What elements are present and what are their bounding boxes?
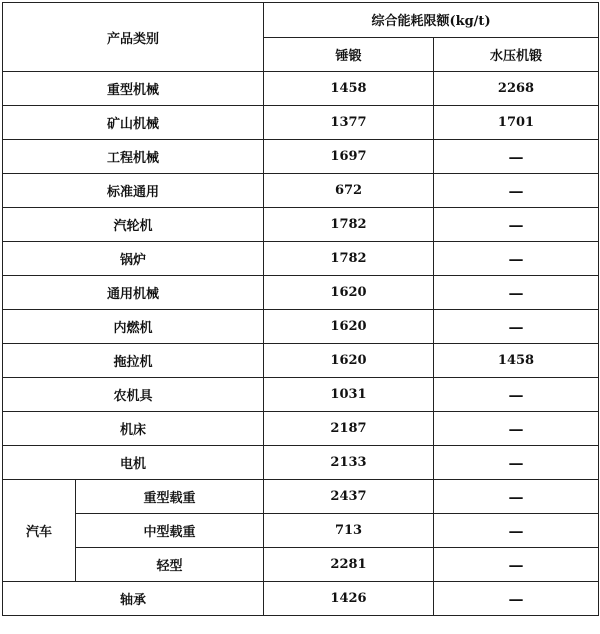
row-forge: 1426 [264, 582, 434, 616]
row-name: 轴承 [3, 582, 264, 616]
table-row [3, 106, 599, 140]
row-name: 标准通用 [3, 174, 264, 208]
row-forge: 1458 [264, 72, 434, 106]
row-forge: 1782 [264, 242, 434, 276]
row-name: 拖拉机 [3, 344, 264, 378]
row-name: 工程机械 [3, 140, 264, 174]
header-category: 产品类别 [3, 3, 264, 72]
header-limit: 综合能耗限额(kg/t) [264, 3, 599, 38]
row-forge: 1782 [264, 208, 434, 242]
table-row [3, 378, 599, 412]
row-name: 锅炉 [3, 242, 264, 276]
row-press: — [434, 514, 599, 548]
row-press: — [434, 480, 599, 514]
row-forge: 1620 [264, 310, 434, 344]
row-press: — [434, 208, 599, 242]
row-name: 通用机械 [3, 276, 264, 310]
row-press: — [434, 412, 599, 446]
row-press: 2268 [434, 72, 599, 106]
row-press: — [434, 548, 599, 582]
table-row [3, 72, 599, 106]
table-row [3, 310, 599, 344]
row-press: — [434, 378, 599, 412]
row-forge: 2281 [264, 548, 434, 582]
row-name: 轻型 [76, 548, 264, 582]
header-row-1 [3, 3, 599, 38]
row-forge: 1697 [264, 140, 434, 174]
row-name: 矿山机械 [3, 106, 264, 140]
row-press: — [434, 446, 599, 480]
row-press: 1458 [434, 344, 599, 378]
row-forge: 1031 [264, 378, 434, 412]
row-name: 汽轮机 [3, 208, 264, 242]
row-name: 重型载重 [76, 480, 264, 514]
row-name: 内燃机 [3, 310, 264, 344]
row-name: 重型机械 [3, 72, 264, 106]
table-row [3, 140, 599, 174]
row-forge: 2133 [264, 446, 434, 480]
table-row [3, 582, 599, 616]
row-press: — [434, 310, 599, 344]
row-forge: 713 [264, 514, 434, 548]
table-row [3, 344, 599, 378]
table-row [3, 174, 599, 208]
row-press: 1701 [434, 106, 599, 140]
table-row [3, 276, 599, 310]
row-forge: 672 [264, 174, 434, 208]
row-name: 农机具 [3, 378, 264, 412]
header-press: 水压机锻 [434, 37, 599, 72]
row-forge: 2437 [264, 480, 434, 514]
row-name: 电机 [3, 446, 264, 480]
header-forge: 锤锻 [264, 37, 434, 72]
table-row [3, 208, 599, 242]
row-press: — [434, 174, 599, 208]
row-name: 机床 [3, 412, 264, 446]
group-auto: 汽车 [3, 480, 76, 582]
energy-limit-table [2, 2, 599, 616]
table-row [3, 480, 599, 514]
row-press: — [434, 276, 599, 310]
table-row [3, 514, 599, 548]
row-forge: 1620 [264, 344, 434, 378]
row-forge: 2187 [264, 412, 434, 446]
table-row [3, 412, 599, 446]
row-press: — [434, 140, 599, 174]
row-press: — [434, 582, 599, 616]
row-forge: 1377 [264, 106, 434, 140]
table-row [3, 446, 599, 480]
row-forge: 1620 [264, 276, 434, 310]
table-row [3, 548, 599, 582]
table-row [3, 242, 599, 276]
row-name: 中型载重 [76, 514, 264, 548]
row-press: — [434, 242, 599, 276]
